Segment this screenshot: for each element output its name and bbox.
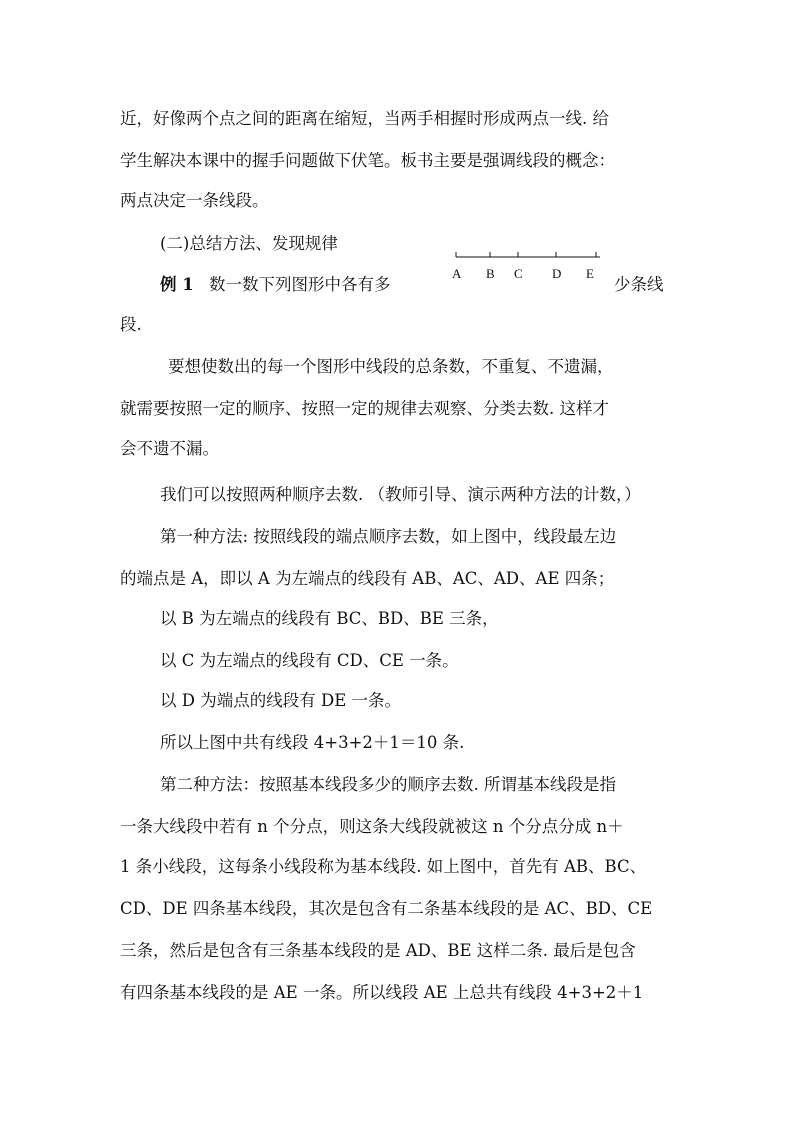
text-line: 我们可以按照两种顺序去数. （教师引导、演示两种方法的计数，）: [160, 485, 641, 504]
text-line: 要想使数出的每一个图形中线段的总条数，不重复、不遗漏，: [168, 357, 614, 376]
text-line: 一条大线段中若有 n 个分点，则这条大线段就被这 n 个分点分成 n＋: [120, 817, 624, 836]
text-line: 第一种方法: 按照线段的端点顺序去数，如上图中，线段最左边: [160, 527, 617, 546]
section-heading: (二)总结方法、发现规律: [160, 234, 338, 253]
text-line: 少条线: [614, 275, 664, 294]
point-label-c: C: [514, 266, 523, 281]
segment-figure: [448, 252, 608, 292]
text-line: 以 B 为左端点的线段有 BC、BD、BE 三条，: [160, 609, 499, 628]
text-line: 以 D 为端点的线段有 DE 一条。: [160, 691, 401, 710]
example-label: 例 1: [160, 275, 194, 294]
point-label-d: D: [552, 266, 562, 281]
text-line: 两点决定一条线段。: [120, 191, 269, 210]
text-line: CD、DE 四条基本线段，其次是包含有二条基本线段的是 AC、BD、CE: [120, 899, 653, 918]
text-line: 以 C 为左端点的线段有 CD、CE 一条。: [160, 651, 459, 670]
example-text: 数一数下列图形中各有多: [208, 275, 391, 294]
point-label-a: A: [452, 266, 462, 281]
example-1-line: [160, 274, 390, 296]
text-line: 就需要按照一定的顺序、按照一定的规律去观察、分类去数. 这样才: [120, 399, 609, 418]
text-line: 所以上图中共有线段 4+3+2＋1＝10 条.: [160, 733, 465, 752]
text-line: 的端点是 A，即以 A 为左端点的线段有 AB、AC、AD、AE 四条；: [120, 569, 615, 588]
point-label-b: B: [486, 266, 495, 281]
text-line: 段.: [120, 315, 142, 334]
point-label-e: E: [586, 266, 594, 281]
text-line: 有四条基本线段的是 AE 一条。所以线段 AE 上总共有线段 4+3+2＋1: [120, 983, 644, 1002]
text-line: 第二种方法：按照基本线段多少的顺序去数. 所谓基本线段是指: [160, 775, 616, 794]
text-line: 近，好像两个点之间的距离在缩短，当两手相握时形成两点一线. 给: [120, 109, 609, 128]
text-line: 三条，然后是包含有三条基本线段的是 AD、BE 这样二条. 最后是包含: [120, 941, 636, 960]
text-line: 学生解决本课中的握手问题做下伏笔。板书主要是强调线段的概念：: [120, 151, 615, 170]
text-line: 会不遗不漏。: [120, 439, 219, 458]
text-line: 1 条小线段，这每条小线段称为基本线段. 如上图中，首先有 AB、BC、: [120, 857, 647, 876]
